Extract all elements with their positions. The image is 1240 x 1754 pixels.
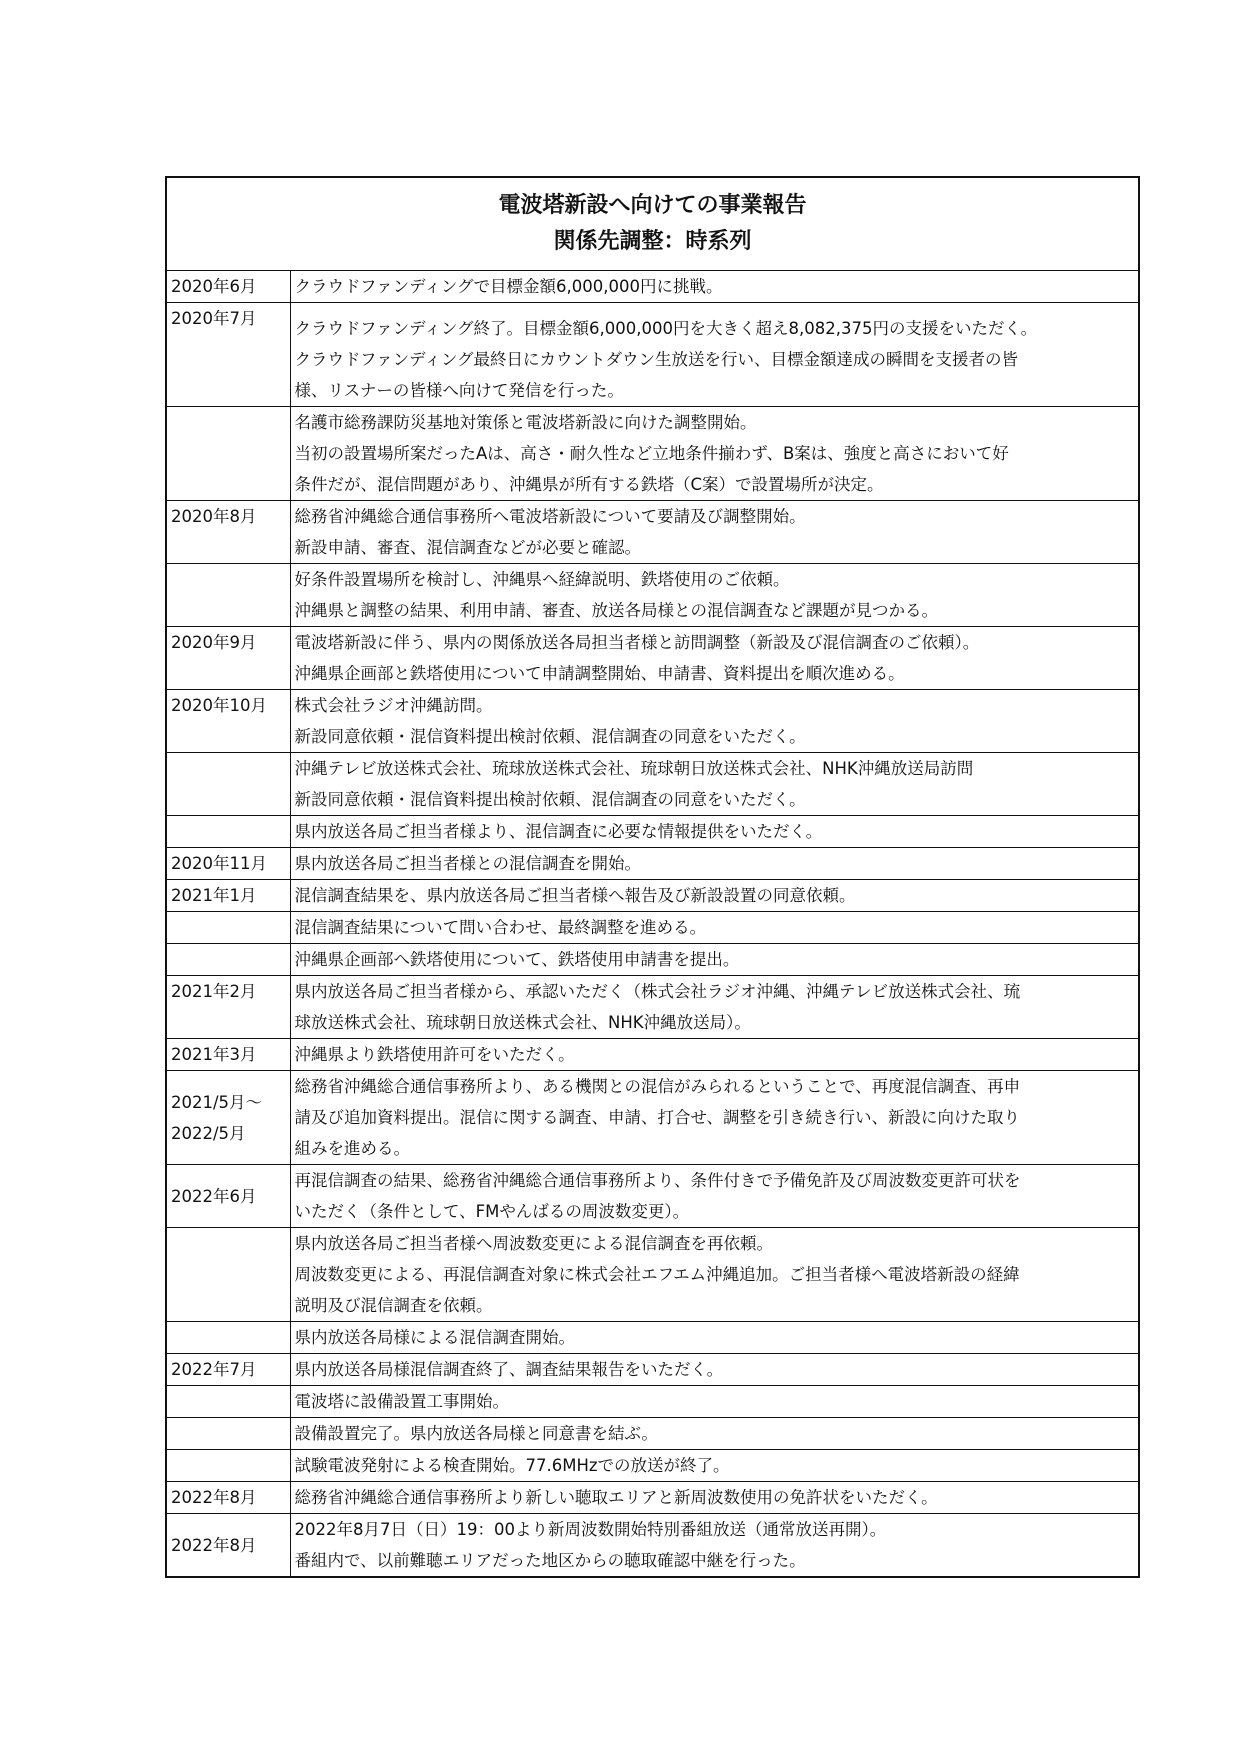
timeline-date: 2020年9月 (171, 633, 257, 652)
timeline-row (167, 1450, 1138, 1482)
document-title: 電波塔新設へ向けての事業報告 (498, 193, 807, 218)
timeline-date-cell (167, 1354, 290, 1386)
timeline-event-cell (290, 407, 1138, 501)
timeline-event-text: 総務省沖縄総合通信事務所より、ある機関との混信がみられるということで、再度混信調査、再申 (294, 1077, 1021, 1096)
timeline-event-text: 沖縄県と調整の結果、利用申請、審査、放送各局様との混信調査など課題が見つかる。 (294, 601, 938, 620)
timeline-event-cell (290, 1386, 1138, 1418)
timeline-row (167, 816, 1138, 848)
timeline-event-text: クラウドファンディングで目標金額6,000,000円に挑戦。 (294, 277, 723, 296)
timeline-date-cell (167, 753, 290, 816)
timeline-date: 2020年11月 (171, 854, 267, 873)
timeline-date: 2020年6月 (171, 277, 257, 296)
timeline-event-cell (290, 1322, 1138, 1354)
timeline-event-text: 設備設置完了。県内放送各局様と同意書を結ぶ。 (294, 1424, 658, 1443)
timeline-date: 2021年1月 (171, 886, 257, 905)
timeline-date-cell (167, 976, 290, 1039)
timeline-date-cell (167, 944, 290, 976)
timeline-event-text: クラウドファンディング最終日にカウントダウン生放送を行い、目標金額達成の瞬間を支援者の皆 (294, 350, 1019, 369)
timeline-date-cell (167, 1386, 290, 1418)
timeline-event-cell (290, 627, 1138, 690)
timeline-date-cell (167, 690, 290, 753)
timeline-event-cell (290, 271, 1138, 303)
timeline-row (167, 303, 1138, 407)
timeline-date-cell (167, 1514, 290, 1577)
timeline-date: 2022年8月 (171, 1535, 257, 1555)
timeline-date-cell (167, 912, 290, 944)
timeline-date: 2021年2月 (171, 982, 257, 1001)
timeline-row (167, 407, 1138, 501)
timeline-event-cell (290, 690, 1138, 753)
timeline-event-text: 組みを進める。 (294, 1139, 410, 1158)
timeline-date-cell (167, 816, 290, 848)
timeline-row (167, 501, 1138, 564)
timeline-event-text: 県内放送各局ご担当者様から、承認いただく（株式会社ラジオ沖縄、沖縄テレビ放送株式会社、琉 (294, 982, 1021, 1001)
timeline-event-text: 名護市総務課防災基地対策係と電波塔新設に向けた調整開始。 (294, 413, 757, 432)
timeline-event-cell (290, 501, 1138, 564)
timeline-date: 2020年10月 (171, 696, 267, 715)
timeline-event-cell (290, 1354, 1138, 1386)
timeline-event-cell (290, 1071, 1138, 1165)
timeline-date-cell (167, 271, 290, 303)
timeline-event-text: 球放送株式会社、琉球朝日放送株式会社、NHK沖縄放送局）。 (294, 1013, 751, 1032)
timeline-date-cell (167, 1039, 290, 1071)
timeline-date: 2020年8月 (171, 507, 257, 526)
timeline-date-cell (167, 1071, 290, 1165)
timeline-row (167, 1482, 1138, 1514)
timeline-event-cell (290, 848, 1138, 880)
timeline-event-text: 周波数変更による、再混信調査対象に株式会社エフエム沖縄追加。ご担当者様へ電波塔新設の経緯 (294, 1265, 1020, 1284)
timeline-event-text: 新設同意依頼・混信資料提出検討依頼、混信調査の同意をいただく。 (294, 790, 806, 809)
timeline-row (167, 1514, 1138, 1577)
timeline-event-text: 様、リスナーの皆様へ向けて発信を行った。 (294, 381, 624, 400)
timeline-event-text: 電波塔新設に伴う、県内の関係放送各局担当者様と訪問調整（新設及び混信調査のご依頼）。 (294, 633, 980, 652)
timeline-event-cell (290, 1482, 1138, 1514)
timeline-event-text: 番組内で、以前難聴エリアだった地区からの聴取確認中継を行った。 (294, 1551, 806, 1570)
timeline-event-text: 沖縄県企画部へ鉄塔使用について、鉄塔使用申請書を提出。 (294, 950, 740, 969)
timeline-event-cell (290, 912, 1138, 944)
timeline-row (167, 1228, 1138, 1322)
timeline-date-cell (167, 1418, 290, 1450)
timeline-event-cell (290, 753, 1138, 816)
timeline-date-cell (167, 1165, 290, 1228)
timeline-date-cell (167, 1322, 290, 1354)
timeline-event-text: 混信調査結果について問い合わせ、最終調整を進める。 (294, 918, 707, 937)
timeline-event-text: 請及び追加資料提出。混信に関する調査、申請、打合せ、調整を引き続き行い、新設に向けた取り (294, 1108, 1021, 1127)
timeline-event-text: 新設同意依頼・混信資料提出検討依頼、混信調査の同意をいただく。 (294, 727, 806, 746)
timeline-row (167, 912, 1138, 944)
document-header (167, 178, 1138, 271)
timeline-event-text: 沖縄県企画部と鉄塔使用について申請調整開始、申請書、資料提出を順次進める。 (294, 664, 905, 683)
timeline-date: 2020年7月 (171, 309, 257, 328)
timeline-event-text: 新設申請、審査、混信調査などが必要と確認。 (294, 538, 641, 557)
timeline-event-text: クラウドファンディング終了。目標金額6,000,000円を大きく超え8,082,375円の支援をいただく。 (294, 319, 1038, 338)
timeline-event-text: 説明及び混信調査を依頼。 (294, 1296, 493, 1315)
timeline-event-cell (290, 564, 1138, 627)
timeline-event-text: 2022年8月7日（日）19：00より新周波数開始特別番組放送（通常放送再開）。 (294, 1520, 887, 1539)
timeline-event-cell (290, 1039, 1138, 1071)
timeline-event-text: 県内放送各局ご担当者様との混信調査を開始。 (294, 854, 641, 873)
timeline-table (167, 271, 1138, 1576)
timeline-event-cell (290, 303, 1138, 407)
timeline-date-cell (167, 407, 290, 501)
timeline-row (167, 690, 1138, 753)
timeline-event-text: 総務省沖縄総合通信事務所へ電波塔新設について要請及び調整開始。 (294, 507, 806, 526)
timeline-event-cell (290, 976, 1138, 1039)
timeline-event-text: 沖縄県より鉄塔使用許可をいただく。 (294, 1045, 575, 1064)
timeline-date-cell (167, 1482, 290, 1514)
timeline-event-cell (290, 1450, 1138, 1482)
timeline-row (167, 848, 1138, 880)
timeline-row (167, 753, 1138, 816)
timeline-event-cell (290, 880, 1138, 912)
timeline-row (167, 1354, 1138, 1386)
timeline-row (167, 1071, 1138, 1165)
timeline-event-text: いただく（条件として、FMやんばるの周波数変更）。 (294, 1202, 690, 1221)
timeline-row (167, 1039, 1138, 1071)
timeline-event-cell (290, 1165, 1138, 1228)
timeline-date-cell (167, 848, 290, 880)
timeline-event-cell (290, 1514, 1138, 1577)
timeline-event-text: 好条件設置場所を検討し、沖縄県へ経緯説明、鉄塔使用のご依頼。 (294, 570, 790, 589)
timeline-event-text: 総務省沖縄総合通信事務所より新しい聴取エリアと新周波数使用の免許状をいただく。 (294, 1488, 938, 1507)
timeline-event-text: 試験電波発射による検査開始。77.6MHzでの放送が終了。 (294, 1456, 730, 1475)
timeline-row (167, 1418, 1138, 1450)
timeline-date: 2021/5月～ (171, 1092, 263, 1112)
timeline-date-cell (167, 303, 290, 407)
timeline-event-text: 県内放送各局ご担当者様より、混信調査に必要な情報提供をいただく。 (294, 822, 823, 841)
timeline-row (167, 976, 1138, 1039)
timeline-row (167, 1386, 1138, 1418)
timeline-row (167, 944, 1138, 976)
timeline-date-cell (167, 501, 290, 564)
timeline-date-cell (167, 1228, 290, 1322)
timeline-date-cell (167, 564, 290, 627)
timeline-row (167, 880, 1138, 912)
timeline-date: 2022年6月 (171, 1186, 257, 1206)
timeline-date: 2022/5月 (171, 1123, 246, 1143)
timeline-event-text: 条件だが、混信問題があり、沖縄県が所有する鉄塔（C案）で設置場所が決定。 (294, 475, 884, 494)
timeline-event-text: 県内放送各局ご担当者様へ周波数変更による混信調査を再依頼。 (294, 1234, 773, 1253)
timeline-event-cell (290, 1228, 1138, 1322)
timeline-row (167, 627, 1138, 690)
timeline-row (167, 564, 1138, 627)
timeline-event-text: 混信調査結果を、県内放送各局ご担当者様へ報告及び新設設置の同意依頼。 (294, 886, 856, 905)
timeline-event-text: 株式会社ラジオ沖縄訪問。 (294, 696, 493, 715)
timeline-event-text: 再混信調査の結果、総務省沖縄総合通信事務所より、条件付きで予備免許及び周波数変更許可状を (294, 1171, 1021, 1190)
timeline-row (167, 1165, 1138, 1228)
timeline-event-cell (290, 816, 1138, 848)
report-document (165, 176, 1140, 1578)
timeline-date-cell (167, 880, 290, 912)
document-subtitle: 関係先調整：時系列 (553, 229, 752, 254)
timeline-event-cell (290, 1418, 1138, 1450)
timeline-date: 2021年3月 (171, 1045, 257, 1064)
timeline-row (167, 1322, 1138, 1354)
timeline-event-text: 当初の設置場所案だったAは、高さ・耐久性など立地条件揃わず、B案は、強度と高さにおいて好 (294, 444, 1009, 463)
timeline-date: 2022年7月 (171, 1360, 257, 1379)
timeline-event-text: 沖縄テレビ放送株式会社、琉球放送株式会社、琉球朝日放送株式会社、NHK沖縄放送局訪問 (294, 759, 974, 778)
timeline-event-text: 電波塔に設備設置工事開始。 (294, 1392, 509, 1411)
timeline-date-cell (167, 627, 290, 690)
timeline-event-cell (290, 944, 1138, 976)
timeline-date-cell (167, 1450, 290, 1482)
timeline-event-text: 県内放送各局様による混信調査開始。 (294, 1328, 575, 1347)
timeline-row (167, 271, 1138, 303)
timeline-date: 2022年8月 (171, 1488, 257, 1507)
timeline-event-text: 県内放送各局様混信調査終了、調査結果報告をいただく。 (294, 1360, 724, 1379)
